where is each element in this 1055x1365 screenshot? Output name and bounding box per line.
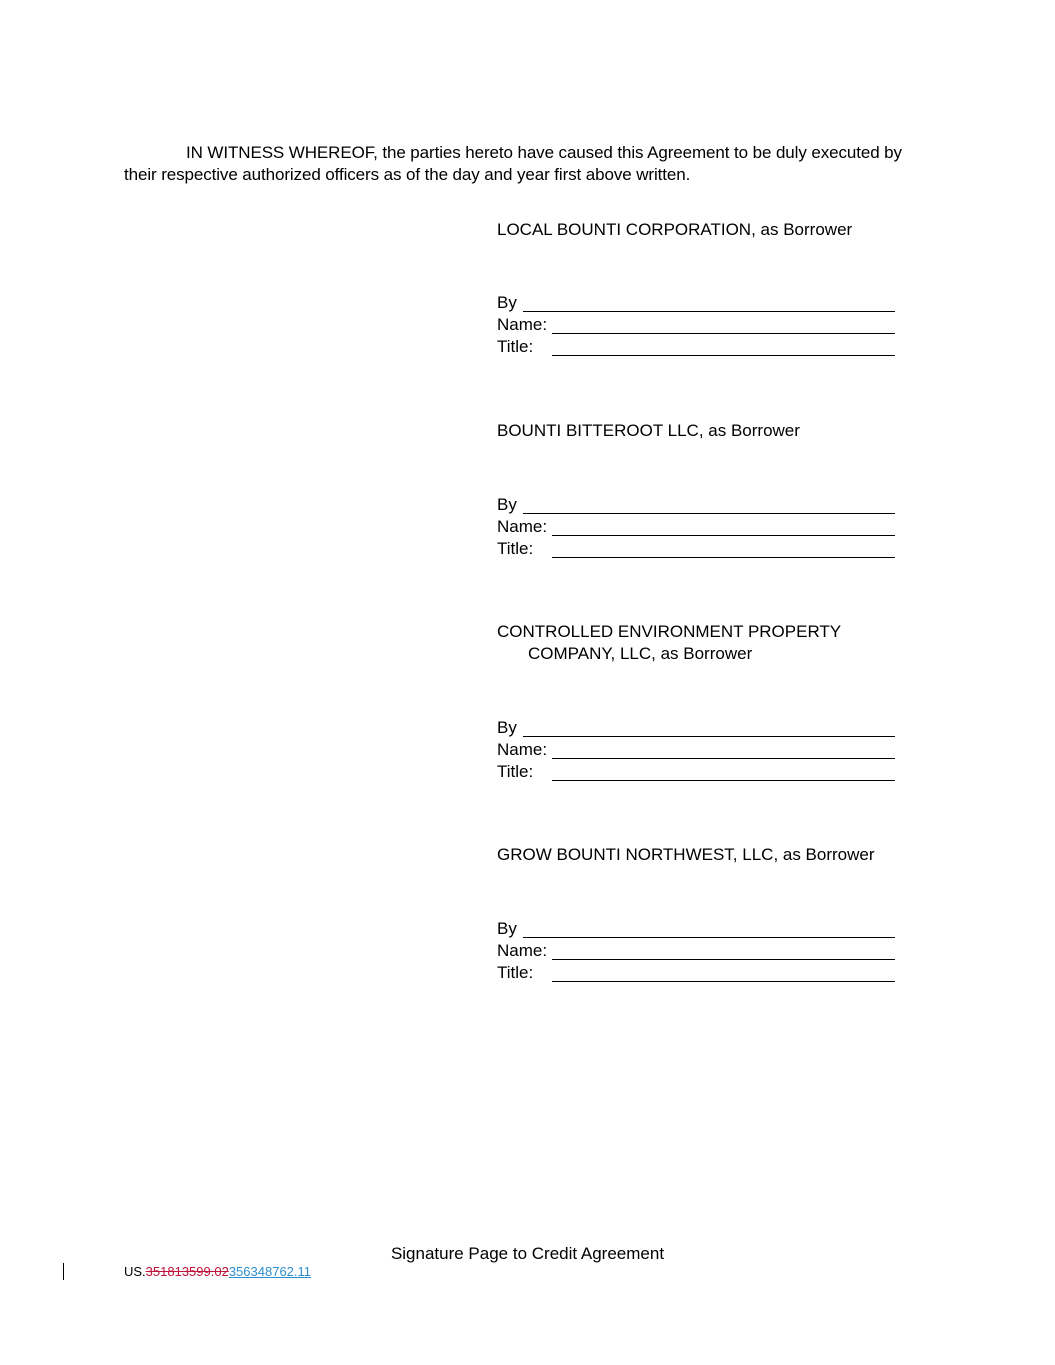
party-name-line2: COMPANY, LLC xyxy=(528,644,652,663)
title-signature-line[interactable] xyxy=(552,981,895,982)
name-row xyxy=(497,314,937,336)
party-role: , as Borrower xyxy=(751,220,853,239)
signature-lines xyxy=(497,717,937,783)
party-heading xyxy=(497,219,937,241)
name-row xyxy=(497,940,937,962)
by-label: By xyxy=(497,495,517,514)
party-heading xyxy=(497,844,937,866)
name-signature-line[interactable] xyxy=(552,959,895,960)
title-row xyxy=(497,962,937,984)
name-signature-line[interactable] xyxy=(552,535,895,536)
title-signature-line[interactable] xyxy=(552,780,895,781)
party-name: LOCAL BOUNTI CORPORATION xyxy=(497,220,752,239)
title-signature-line[interactable] xyxy=(552,355,895,356)
title-label: Title: xyxy=(497,337,534,356)
name-label: Name: xyxy=(497,941,548,960)
title-label: Title: xyxy=(497,762,534,781)
by-label: By xyxy=(497,718,517,737)
party-role: , as Borrower xyxy=(698,421,800,440)
party-heading xyxy=(497,621,937,665)
party-name: BOUNTI BITTEROOT LLC xyxy=(497,421,699,440)
by-row xyxy=(497,494,937,516)
title-label: Title: xyxy=(497,963,534,982)
by-row xyxy=(497,918,937,940)
signature-block-grow-bounti xyxy=(497,844,937,984)
document-id xyxy=(124,1264,311,1280)
name-label: Name: xyxy=(497,315,548,334)
name-label: Name: xyxy=(497,517,548,536)
signature-block-local-bounti xyxy=(497,219,937,358)
by-label: By xyxy=(497,919,517,938)
footer-page-title: Signature Page to Credit Agreement xyxy=(390,1244,665,1263)
by-row xyxy=(497,717,937,739)
party-name-continuation xyxy=(497,643,937,665)
party-heading xyxy=(497,420,937,442)
party-name: GROW BOUNTI NORTHWEST, LLC xyxy=(497,845,774,864)
docid-inserted: 356348762.11 xyxy=(228,1264,312,1279)
docid-deleted: 351813599.02 xyxy=(145,1264,229,1279)
name-row xyxy=(497,516,937,538)
by-row xyxy=(497,292,937,314)
title-row xyxy=(497,336,937,358)
title-label: Title: xyxy=(497,539,534,558)
by-label: By xyxy=(497,293,517,312)
signature-lines xyxy=(497,918,937,984)
name-row xyxy=(497,739,937,761)
by-signature-line[interactable] xyxy=(523,513,895,514)
witness-paragraph: IN WITNESS WHEREOF, the parties hereto have caused this Agreement to be duly executed by their respective authorized officers as of the day and year first above written. xyxy=(124,143,902,184)
name-signature-line[interactable] xyxy=(552,758,895,759)
change-bar xyxy=(63,1263,64,1280)
name-label: Name: xyxy=(497,740,548,759)
title-row xyxy=(497,538,937,560)
by-signature-line[interactable] xyxy=(523,311,895,312)
by-signature-line[interactable] xyxy=(523,736,895,737)
party-name-line1: CONTROLLED ENVIRONMENT PROPERTY xyxy=(497,622,842,641)
party-role: , as Borrower xyxy=(651,644,753,663)
docid-prefix: US. xyxy=(124,1264,146,1279)
name-signature-line[interactable] xyxy=(552,333,895,334)
by-signature-line[interactable] xyxy=(523,937,895,938)
signature-block-controlled-environment xyxy=(497,621,937,783)
signature-lines xyxy=(497,292,937,358)
title-signature-line[interactable] xyxy=(552,557,895,558)
signature-block-bounti-bitteroot xyxy=(497,420,937,560)
signature-lines xyxy=(497,494,937,560)
title-row xyxy=(497,761,937,783)
party-role: , as Borrower xyxy=(773,845,875,864)
